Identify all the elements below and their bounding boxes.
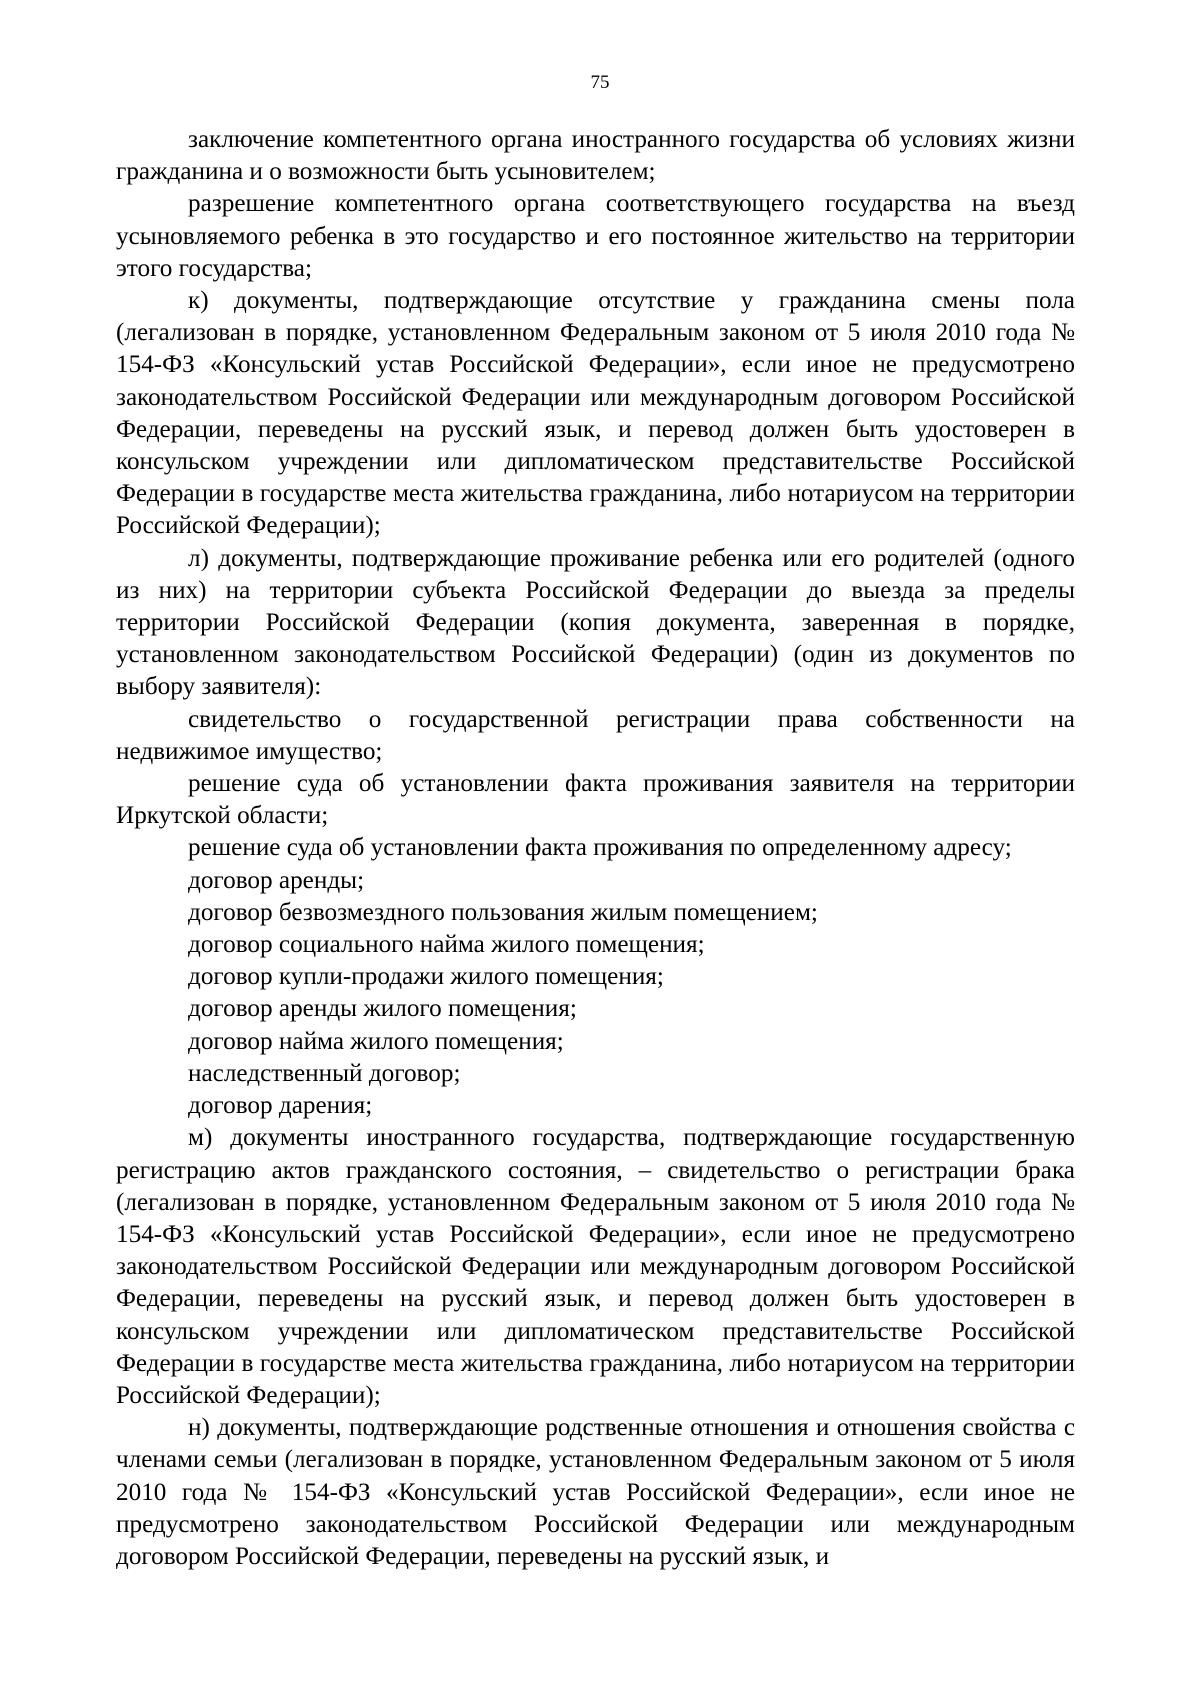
- list-item: наследственный договор;: [188, 1059, 461, 1087]
- list-item: договор аренды;: [188, 866, 365, 894]
- paragraph-item-m: м) документы иностранного государства, подтверждающие государственную регистрацию актов гражданского состояния, – свидетельство о регистрации брака (легализован в порядке, установленном Федеральным законом от 5 июля 2010 года № 154-ФЗ «Консульский устав Российской Федерации», если иное не предусмотрено законодательством Российской Федерации или международным договором Российской Федерации, переведены на русский язык, и перевод должен быть удостоверен в консульском учреждении или дипломатическом представительстве Российской Федерации в государстве места жительства гражданина, либо нотариусом на территории Российской Федерации);: [116, 1124, 1075, 1409]
- list-item: свидетельство о государственной регистрации права собственности на недвижимое имущество;: [116, 705, 1075, 765]
- list-item: решение суда об установлении факта проживания по определенному адресу;: [188, 834, 1012, 862]
- paragraph-entry-permission: разрешение компетентного органа соответствующего государства на въезд усыновляемого ребенка в это государство и его постоянное жительство на территории этого государства;: [116, 190, 1075, 282]
- list-item: договор дарения;: [188, 1092, 373, 1120]
- list-item: договор социального найма жилого помещения;: [188, 931, 705, 959]
- list-item: договор безвозмездного пользования жилым помещением;: [188, 898, 818, 926]
- page-number: 75: [590, 72, 610, 93]
- paragraph-item-k: к) документы, подтверждающие отсутствие у гражданина смены пола (легализован в порядке, установленном Федеральным законом от 5 июля 2010 года № 154-ФЗ «Консульский устав Российской Федерации», если иное не предусмотрено законодательством Российской Федерации или международным договором Российской Федерации, переведены на русский язык, и перевод должен быть удостоверен в консульском учреждении или дипломатическом представительстве Российской Федерации в государстве места жительства гражданина, либо нотариусом на территории Российской Федерации);: [116, 287, 1075, 540]
- list-item: договор аренды жилого помещения;: [188, 995, 577, 1023]
- paragraph-item-n: н) документы, подтверждающие родственные отношения и отношения свойства с членами семьи (легализован в порядке, установленном Федеральным законом от 5 июля 2010 года № 154-ФЗ «Консульский устав Российской Федерации», если иное не предусмотрено законодательством Российской Федерации или международным договором Российской Федерации, переведены на русский язык, и: [116, 1414, 1075, 1570]
- document-body: [116, 124, 1075, 1573]
- list-item: договор найма жилого помещения;: [188, 1027, 564, 1055]
- paragraph-conclusion-foreign-authority: заключение компетентного органа иностранного государства об условиях жизни гражданина и о возможности быть усыновителем;: [116, 126, 1075, 186]
- list-item: решение суда об установлении факта проживания заявителя на территории Иркутской области;: [116, 770, 1075, 830]
- paragraph-item-l: л) документы, подтверждающие проживание ребенка или его родителей (одного из них) на территории субъекта Российской Федерации до выезда за пределы территории Российской Федерации (копия документа, заверенная в порядке, установленном законодательством Российской Федерации) (один из документов по выбору заявителя):: [116, 544, 1075, 701]
- list-item: договор купли-продажи жилого помещения;: [188, 963, 664, 991]
